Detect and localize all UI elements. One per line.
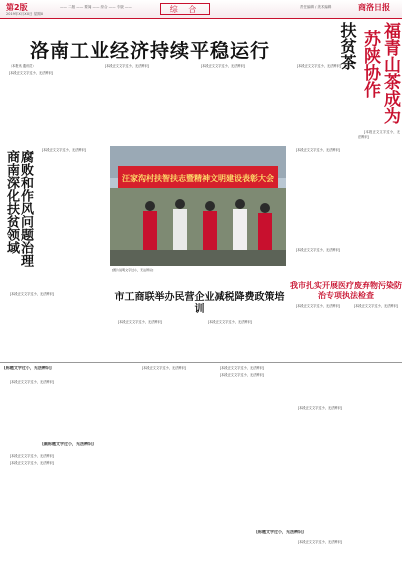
bottom-left-paragraph: [本段正文文字过小，无法辨识]: [10, 380, 54, 384]
feature-title-line: 福青山茶成为: [380, 22, 400, 124]
bottom-right-subheading: [标题文字过小，无法辨识]: [256, 530, 304, 534]
vertical-headline: 腐败和作风问题治理: [18, 150, 33, 267]
vertical-story-paragraph: [本段正文文字过小，无法辨识]: [42, 148, 86, 152]
feature-column: [290, 248, 400, 278]
lead-byline: （本报讯 通讯员）: [9, 64, 36, 68]
feature-paragraph: [本段正文文字过小，无法辨识]: [296, 148, 340, 152]
lead-column-1: [3, 64, 95, 142]
bottom-left-headline: [标题文字过小，无法辨识]: [4, 366, 52, 370]
bottom-right-column: [292, 406, 400, 526]
mid-story-paragraph: [本段正文文字过小，无法辨识]: [208, 320, 252, 324]
feature-title-line: 扶贫茶: [338, 22, 357, 70]
mid-story-column: [202, 320, 287, 360]
feature-column: [290, 148, 355, 245]
lead-column-2: [99, 64, 191, 142]
mid-story-headline: 市工商联举办民营企业减税降费政策培训: [114, 292, 285, 315]
environment-paragraph: [本段正文文字过小，无法辨识]: [296, 304, 340, 308]
news-photo: [110, 146, 286, 266]
environment-column: [290, 304, 345, 404]
lead-paragraph: [本段正文文字过小，无法辨识]: [105, 64, 149, 68]
header-rule: [0, 18, 402, 19]
feature-paragraph: [本段正文文字过小，无法辨识]: [358, 130, 400, 139]
bottom-center-paragraph: [本段正文文字过小，无法辨识]: [142, 366, 186, 370]
bottom-left-paragraph: [本段正文文字过小，无法辨识]: [10, 454, 54, 458]
section-label: 综 合: [160, 3, 210, 15]
vertical-story-column: [4, 292, 106, 352]
vertical-headline: 商南深化扶贫领域: [4, 150, 19, 254]
bottom-center-paragraph: [本段正文文字过小，无法辨识]: [220, 372, 264, 377]
banner-text: 汪家沟村扶智扶志暨精神文明建设表彰大会: [122, 174, 274, 183]
lead-paragraph: [本段正文文字过小，无法辨识]: [201, 64, 245, 68]
feature-column: [358, 130, 400, 245]
feature-paragraph: [本段正文文字过小，无法辨识]: [296, 248, 340, 252]
environment-column: [348, 304, 400, 404]
page-nav: —— 二版 —— 要闻 —— 综合 —— 专版 ——: [60, 5, 132, 9]
lead-paragraph: [本段正文文字过小，无法辨识]: [297, 64, 341, 68]
news-photo-illustration: [110, 146, 286, 266]
bottom-center-column: [136, 366, 211, 573]
lead-headline: 洛南工业经济持续平稳运行: [30, 40, 271, 62]
bottom-left-column: [4, 454, 132, 573]
issue-date: 2019年X月XX日 星期X: [6, 12, 44, 16]
lead-column-3: [195, 64, 287, 142]
bottom-center-paragraph: [本段正文文字过小，无法辨识]: [220, 366, 264, 370]
environment-paragraph: [本段正文文字过小，无法辨识]: [354, 304, 398, 308]
bottom-center-column: [214, 366, 289, 573]
lead-column-4: [291, 64, 356, 142]
feature-title-block: [358, 22, 400, 127]
bottom-right-column: [292, 540, 400, 573]
bottom-left-column: [4, 380, 132, 440]
lead-paragraph: [本段正文文字过小，无法辨识]: [9, 70, 53, 75]
feature-title-line: 苏陕协作: [360, 30, 380, 98]
bottom-left-subheading: [副标题文字过小，无法辨识]: [42, 442, 94, 446]
mid-story-column: [112, 320, 198, 360]
bottom-left-paragraph: [本段正文文字过小，无法辨识]: [10, 460, 54, 465]
bottom-right-paragraph: [本段正文文字过小，无法辨识]: [298, 540, 342, 544]
page-number: 第2版: [6, 3, 28, 12]
mid-story-paragraph: [本段正文文字过小，无法辨识]: [118, 320, 162, 324]
environment-headline-block: [290, 280, 402, 302]
vertical-story-paragraph: [本段正文文字过小，无法辨识]: [10, 292, 54, 296]
newspaper-logo: 商洛日报: [358, 2, 390, 12]
environment-headline: 我市扎实开展医疗废弃物污染防治专项执法检查: [290, 280, 402, 300]
editor-line: 责任编辑 / 美术编辑: [300, 5, 332, 9]
section-divider: [0, 362, 402, 363]
vertical-story-column: [36, 148, 106, 288]
photo-caption: [图片说明文字过小，无法辨识]: [112, 268, 154, 272]
bottom-right-paragraph: [本段正文文字过小，无法辨识]: [298, 406, 342, 410]
